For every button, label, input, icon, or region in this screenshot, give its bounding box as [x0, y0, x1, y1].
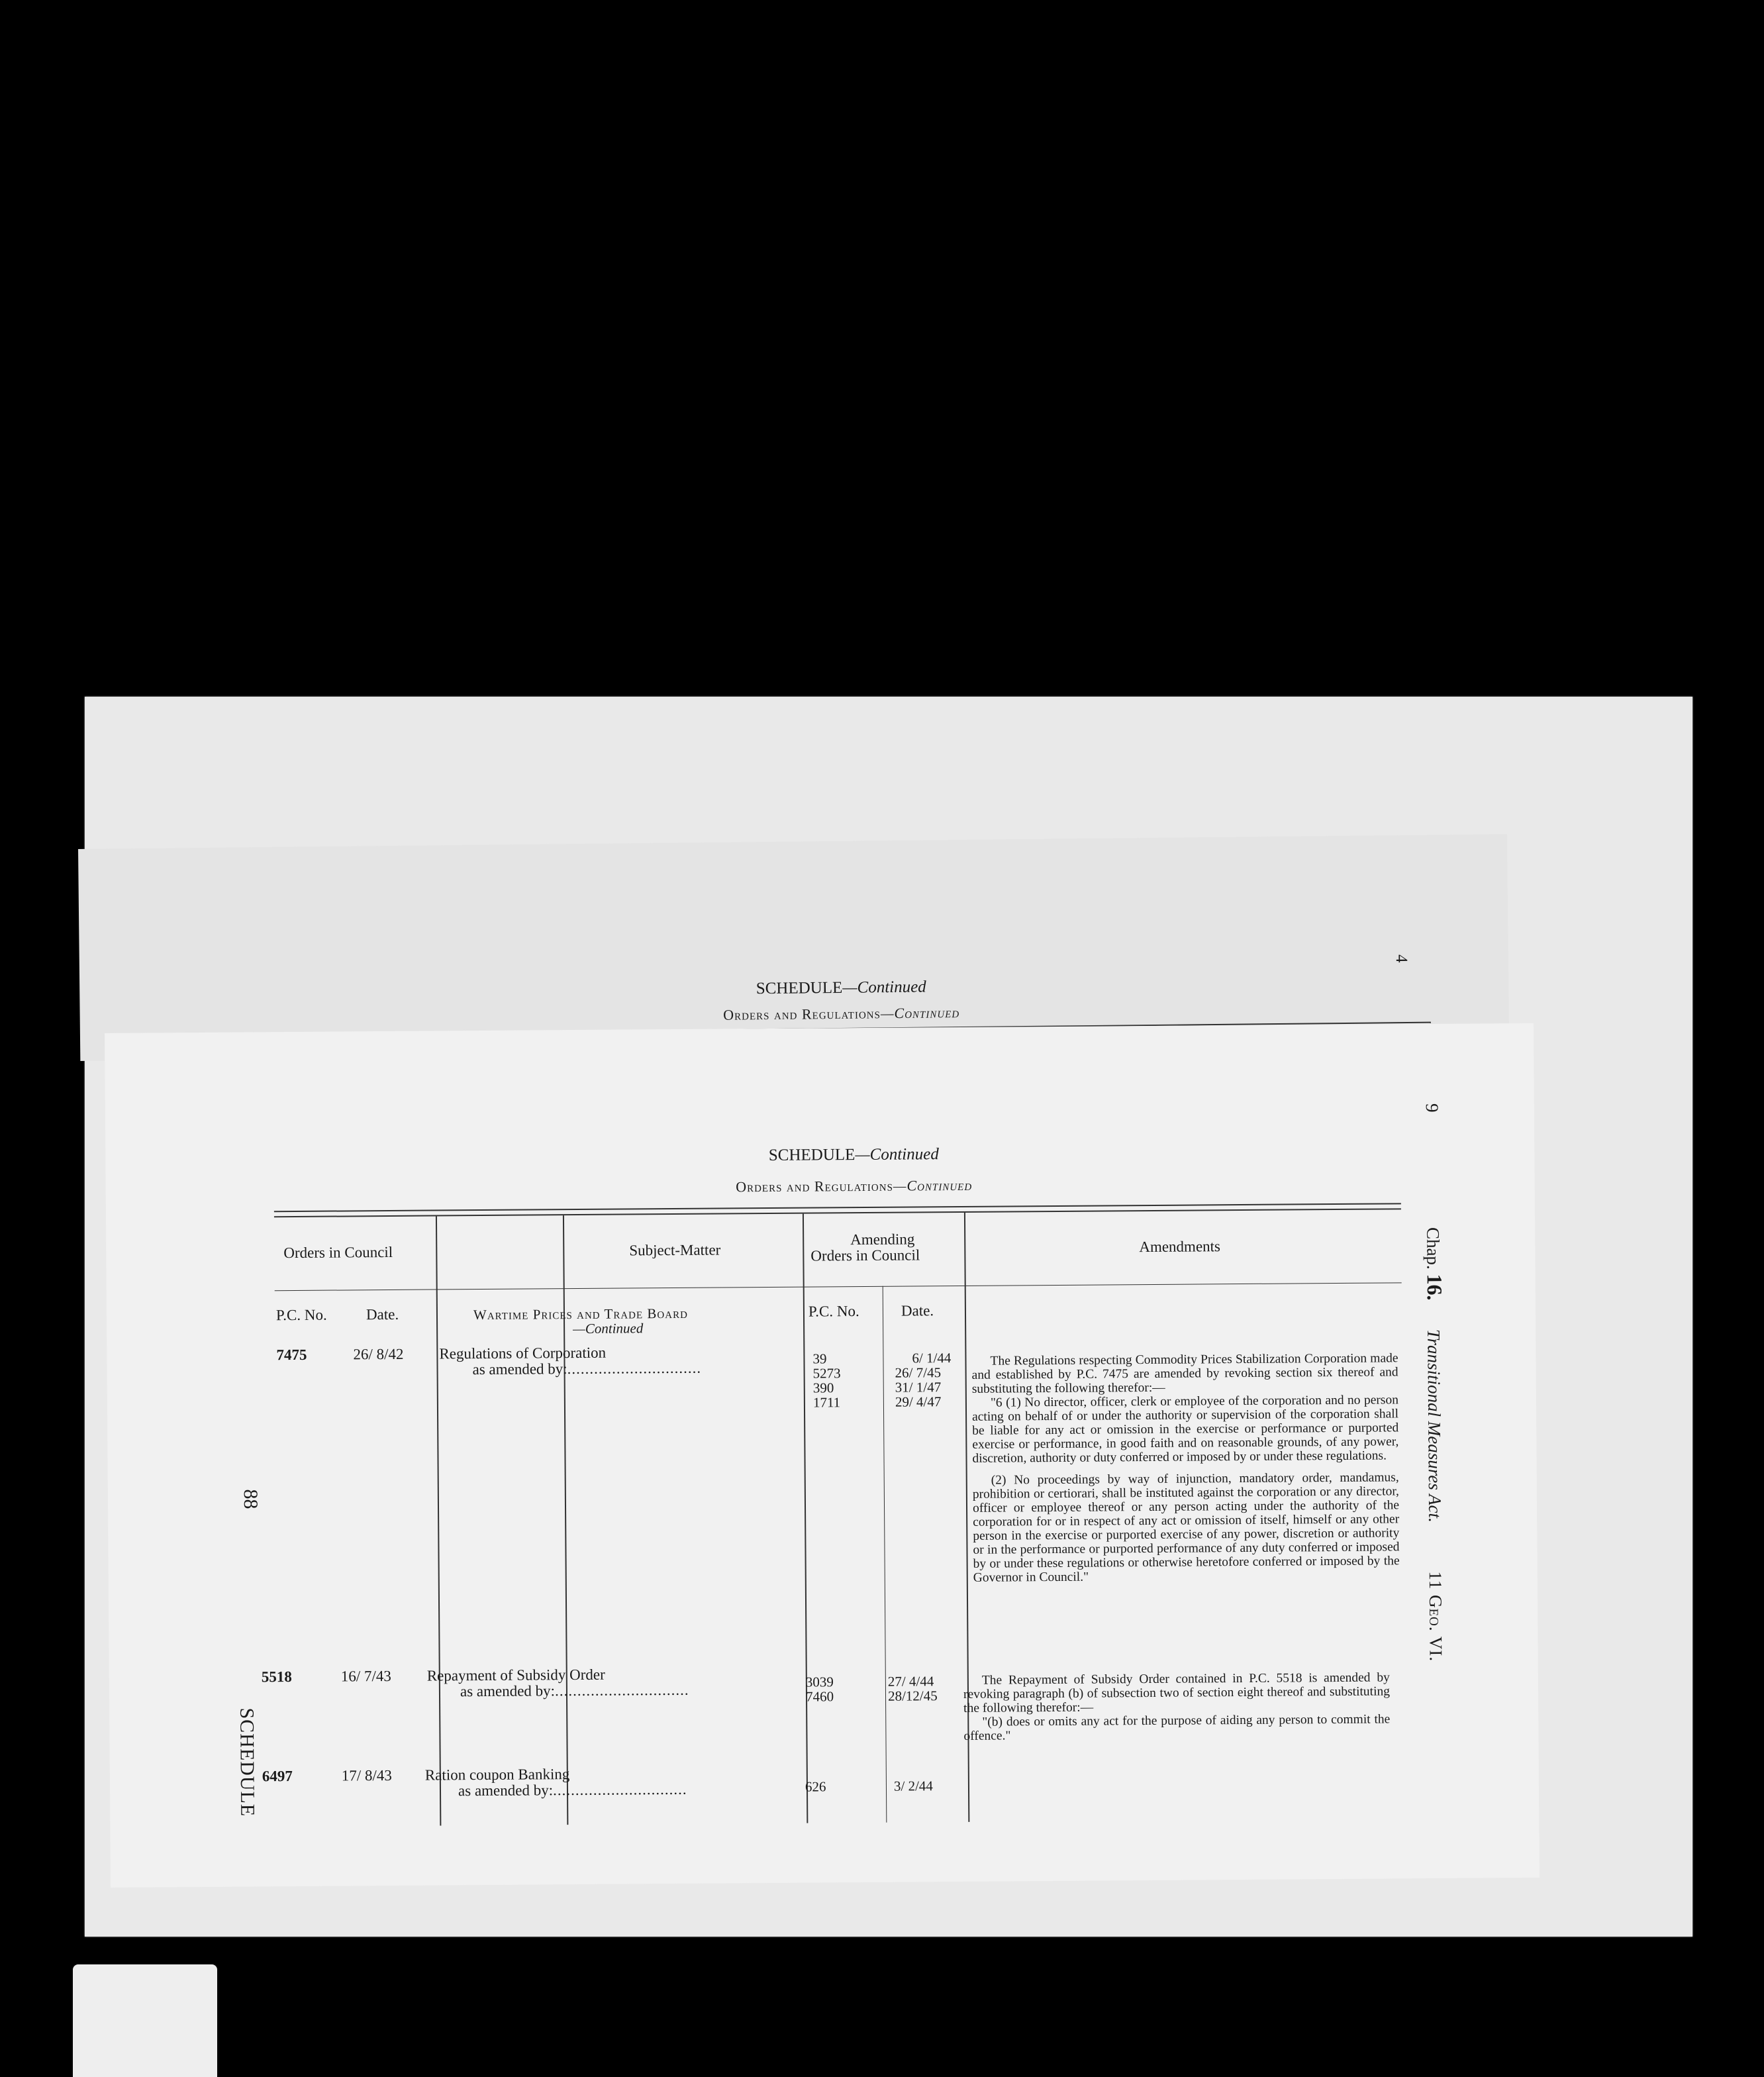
subheader-date: Date. [366, 1305, 399, 1323]
col-rule-3 [803, 1214, 808, 1823]
row-subject-1: Regulations of Corporation [439, 1344, 607, 1362]
page-heading: SCHEDULE—Continued [768, 1145, 939, 1165]
amend-date: 29/ 4/47 [895, 1393, 942, 1410]
front-page [105, 1023, 1540, 1888]
amend-date: 31/ 1/47 [895, 1379, 942, 1395]
row-pc-no: 7475 [276, 1346, 307, 1364]
amend-date: 3/ 2/44 [893, 1778, 933, 1794]
row-subject-1: Repayment of Subsidy Order [426, 1666, 605, 1684]
row-subject-2: as amended by:.............................. [458, 1780, 687, 1799]
header-amending-1: Amending [850, 1231, 915, 1248]
running-head-title: Transitional Measures Act. [1424, 1329, 1446, 1523]
header-rule [275, 1282, 1402, 1291]
subheader-amend-pc-no: P.C. No. [808, 1303, 859, 1320]
corner-patch [73, 1964, 217, 2077]
row-pc-no: 5518 [261, 1668, 292, 1686]
running-head [1421, 1103, 1449, 1662]
row-date: 16/ 7/43 [340, 1668, 391, 1685]
running-head-chap: Chap. [1423, 1227, 1444, 1270]
row-pc-no: 6497 [262, 1768, 293, 1785]
amendment-text: The Regulations respecting Commodity Prices Stabilization Corporation made and established by P.C. 7475 are amended by revoking section six thereof and substituting the following therefor:— "6 (1) No director, officer, clerk or employee of the corporation and no person acting on behalf of or under the authority or supervision of the corporation shall be liable for any act or omission in the exercise or performance or purported exercise or performance, in good faith and on reasonable grounds, of any power, discretion, authority or duty conferred or imposed by or under these regulations. (2) No proceedings by way of injunction, mandatory order, mandamus, prohibition or certiorari, shall be instituted against the corporation or any director, officer or employee thereof or any person acting under the authority of the corporation for or in respect of any act or omission of itself, himself or any other person in the exercise or purported exercise of any power, discretion or authority or in the performance or purported performance of any duty conferred or imposed by or under these regulations or otherwise heretofore conferred or imposed by the Governor in Council." [971, 1351, 1400, 1585]
running-head-reign: 11 Geo. VI. [1425, 1571, 1446, 1662]
row-subject-1: Ration coupon Banking [424, 1766, 570, 1784]
page-number: 9 [1422, 1103, 1442, 1113]
row-subject-2: as amended by:.............................. [472, 1359, 702, 1378]
amend-date: 26/ 7/45 [895, 1364, 942, 1381]
subheader-amend-date: Date. [901, 1302, 934, 1319]
header-subject-matter: Subject-Matter [629, 1241, 721, 1259]
page-subheading: Orders and Regulations—Continued [736, 1176, 973, 1195]
amend-date: 28/12/45 [887, 1688, 938, 1704]
amend-date: 27/ 4/44 [887, 1673, 934, 1690]
amend-date: 6/ 1/44 [912, 1350, 952, 1366]
row-date: 17/ 8/43 [341, 1766, 392, 1784]
amend-pc: 626 [805, 1778, 826, 1795]
header-amendments: Amendments [1139, 1238, 1221, 1256]
amend-pc: 39 [812, 1350, 827, 1367]
header-amending-2: Orders in Council [810, 1246, 920, 1264]
table-top-rule [274, 1203, 1401, 1212]
back-page-number: 4 [1392, 954, 1410, 963]
amendment-text: The Repayment of Subsidy Order contained in P.C. 5518 is amended by revoking paragraph (b) of subsection two of section eight thereof and substituting the following therefor:— "(b) does or omits any act for the purpose of aiding any person to commit the offence." [963, 1670, 1391, 1743]
col-rule-1 [436, 1217, 441, 1826]
running-head-chap-no: 16. [1422, 1274, 1447, 1301]
amend-pc: 7460 [805, 1688, 834, 1705]
col-rule-4 [883, 1286, 887, 1823]
amend-pc: 3039 [805, 1674, 834, 1690]
section-title: Wartime Prices and Trade Board [473, 1305, 688, 1323]
amend-pc: 390 [812, 1380, 834, 1396]
subheader-pc-no: P.C. No. [275, 1306, 327, 1324]
row-subject-2: as amended by:.............................. [460, 1681, 689, 1700]
header-orders-in-council: Orders in Council [283, 1243, 393, 1262]
amend-pc: 5273 [812, 1365, 841, 1382]
amend-pc: 1711 [812, 1394, 841, 1411]
section-continued: —Continued [573, 1320, 644, 1337]
margin-schedule-label: SCHEDULE [236, 1707, 259, 1817]
row-date: 26/ 8/42 [353, 1345, 404, 1363]
back-page-heading: SCHEDULE—Continued [756, 978, 926, 998]
back-page-subheading: Orders and Regulations—Continued [723, 1004, 960, 1023]
margin-page-number: 88 [239, 1489, 262, 1509]
